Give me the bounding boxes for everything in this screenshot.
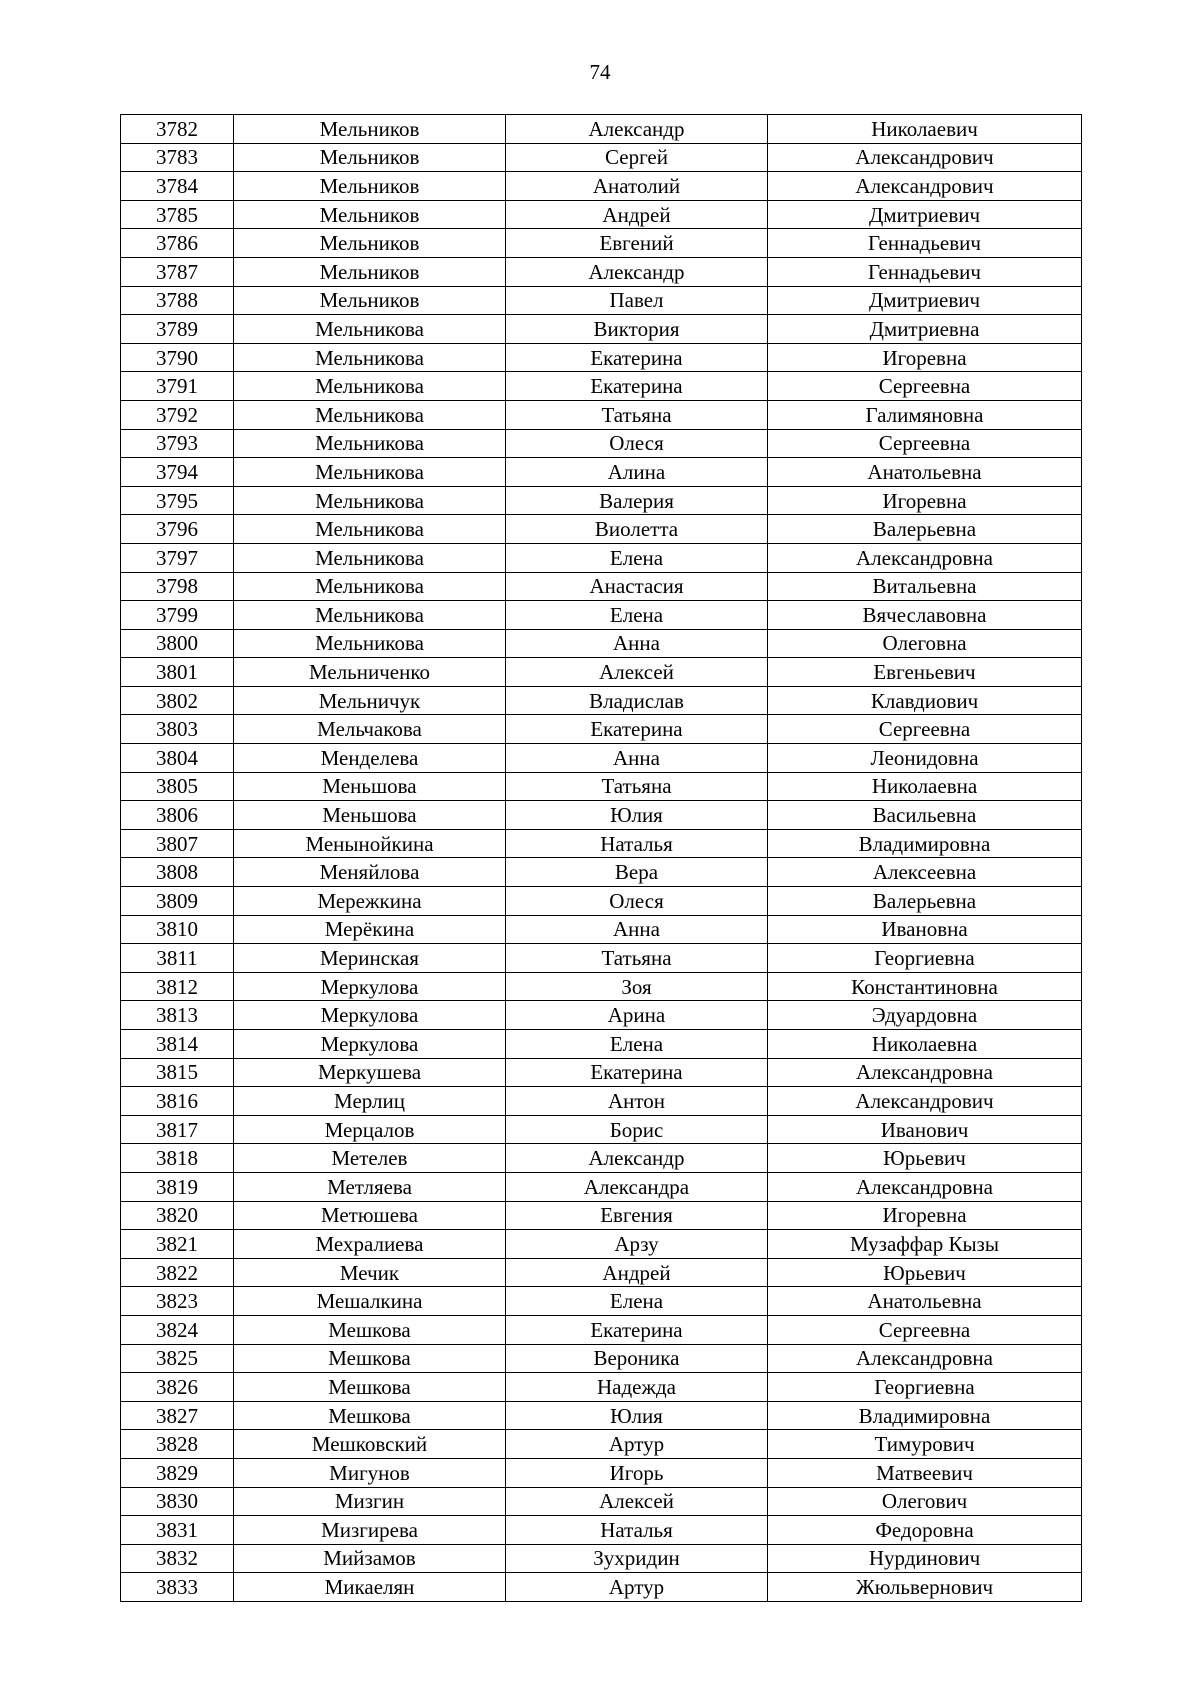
row-number-cell: 3793 — [121, 429, 234, 458]
table-row — [121, 1144, 1082, 1173]
first-name-cell: Екатерина — [506, 372, 768, 401]
row-number-cell: 3785 — [121, 200, 234, 229]
first-name-cell: Андрей — [506, 1258, 768, 1287]
table-row — [121, 200, 1082, 229]
first-name-cell: Татьяна — [506, 772, 768, 801]
patronymic-cell: Александрович — [768, 143, 1082, 172]
patronymic-cell: Юрьевич — [768, 1258, 1082, 1287]
first-name-cell: Евгений — [506, 229, 768, 258]
table-row — [121, 629, 1082, 658]
first-name-cell: Владислав — [506, 686, 768, 715]
patronymic-cell: Музаффар Кызы — [768, 1230, 1082, 1259]
row-number-cell: 3814 — [121, 1030, 234, 1059]
table-row — [121, 715, 1082, 744]
row-number-cell: 3782 — [121, 115, 234, 144]
first-name-cell: Алина — [506, 458, 768, 487]
table-row — [121, 458, 1082, 487]
patronymic-cell: Вячеславовна — [768, 601, 1082, 630]
first-name-cell: Алексей — [506, 1487, 768, 1516]
table-row — [121, 315, 1082, 344]
table-row — [121, 1258, 1082, 1287]
first-name-cell: Игорь — [506, 1458, 768, 1487]
patronymic-cell: Александровна — [768, 1058, 1082, 1087]
row-number-cell: 3825 — [121, 1344, 234, 1373]
table-row — [121, 887, 1082, 916]
table-row — [121, 1344, 1082, 1373]
first-name-cell: Павел — [506, 286, 768, 315]
row-number-cell: 3822 — [121, 1258, 234, 1287]
last-name-cell: Мерцалов — [234, 1115, 506, 1144]
row-number-cell: 3799 — [121, 601, 234, 630]
row-number-cell: 3802 — [121, 686, 234, 715]
first-name-cell: Анна — [506, 629, 768, 658]
last-name-cell: Мельникова — [234, 601, 506, 630]
patronymic-cell: Иванович — [768, 1115, 1082, 1144]
last-name-cell: Мешкова — [234, 1344, 506, 1373]
row-number-cell: 3833 — [121, 1573, 234, 1602]
row-number-cell: 3787 — [121, 257, 234, 286]
first-name-cell: Вероника — [506, 1344, 768, 1373]
last-name-cell: Мизгин — [234, 1487, 506, 1516]
patronymic-cell: Клавдиович — [768, 686, 1082, 715]
first-name-cell: Александр — [506, 115, 768, 144]
table-row — [121, 515, 1082, 544]
row-number-cell: 3819 — [121, 1172, 234, 1201]
patronymic-cell: Георгиевна — [768, 1373, 1082, 1402]
last-name-cell: Мельникова — [234, 629, 506, 658]
first-name-cell: Наталья — [506, 1516, 768, 1545]
table-row — [121, 1001, 1082, 1030]
last-name-cell: Мельников — [234, 229, 506, 258]
first-name-cell: Зоя — [506, 972, 768, 1001]
last-name-cell: Метюшева — [234, 1201, 506, 1230]
first-name-cell: Арина — [506, 1001, 768, 1030]
last-name-cell: Мельникова — [234, 515, 506, 544]
table-row — [121, 429, 1082, 458]
patronymic-cell: Константиновна — [768, 972, 1082, 1001]
row-number-cell: 3789 — [121, 315, 234, 344]
table-row — [121, 486, 1082, 515]
patronymic-cell: Олеговна — [768, 629, 1082, 658]
patronymic-cell: Николаевна — [768, 772, 1082, 801]
last-name-cell: Мельникова — [234, 572, 506, 601]
row-number-cell: 3801 — [121, 658, 234, 687]
last-name-cell: Мечик — [234, 1258, 506, 1287]
first-name-cell: Артур — [506, 1573, 768, 1602]
row-number-cell: 3811 — [121, 944, 234, 973]
row-number-cell: 3796 — [121, 515, 234, 544]
last-name-cell: Меркулова — [234, 1030, 506, 1059]
last-name-cell: Менделева — [234, 744, 506, 773]
first-name-cell: Елена — [506, 1030, 768, 1059]
first-name-cell: Надежда — [506, 1373, 768, 1402]
first-name-cell: Екатерина — [506, 1315, 768, 1344]
first-name-cell: Алексей — [506, 658, 768, 687]
table-row — [121, 686, 1082, 715]
first-name-cell: Виктория — [506, 315, 768, 344]
last-name-cell: Мельников — [234, 115, 506, 144]
table-row — [121, 1373, 1082, 1402]
table-row — [121, 658, 1082, 687]
first-name-cell: Екатерина — [506, 343, 768, 372]
first-name-cell: Татьяна — [506, 400, 768, 429]
table-row — [121, 400, 1082, 429]
first-name-cell: Валерия — [506, 486, 768, 515]
row-number-cell: 3794 — [121, 458, 234, 487]
row-number-cell: 3827 — [121, 1401, 234, 1430]
patronymic-cell: Дмитриевич — [768, 286, 1082, 315]
first-name-cell: Елена — [506, 543, 768, 572]
row-number-cell: 3830 — [121, 1487, 234, 1516]
roster-table-body — [121, 115, 1082, 1602]
last-name-cell: Мизгирева — [234, 1516, 506, 1545]
patronymic-cell: Николаевна — [768, 1030, 1082, 1059]
first-name-cell: Татьяна — [506, 944, 768, 973]
patronymic-cell: Васильевна — [768, 801, 1082, 830]
row-number-cell: 3804 — [121, 744, 234, 773]
row-number-cell: 3832 — [121, 1544, 234, 1573]
first-name-cell: Анатолий — [506, 172, 768, 201]
table-row — [121, 1201, 1082, 1230]
patronymic-cell: Игоревна — [768, 486, 1082, 515]
patronymic-cell: Анатольевна — [768, 458, 1082, 487]
table-row — [121, 744, 1082, 773]
first-name-cell: Евгения — [506, 1201, 768, 1230]
patronymic-cell: Олегович — [768, 1487, 1082, 1516]
last-name-cell: Мийзамов — [234, 1544, 506, 1573]
first-name-cell: Виолетта — [506, 515, 768, 544]
last-name-cell: Мережкина — [234, 887, 506, 916]
row-number-cell: 3812 — [121, 972, 234, 1001]
patronymic-cell: Юрьевич — [768, 1144, 1082, 1173]
patronymic-cell: Евгеньевич — [768, 658, 1082, 687]
row-number-cell: 3815 — [121, 1058, 234, 1087]
row-number-cell: 3817 — [121, 1115, 234, 1144]
patronymic-cell: Александровна — [768, 543, 1082, 572]
row-number-cell: 3797 — [121, 543, 234, 572]
table-row — [121, 229, 1082, 258]
first-name-cell: Анна — [506, 915, 768, 944]
first-name-cell: Арзу — [506, 1230, 768, 1259]
row-number-cell: 3809 — [121, 887, 234, 916]
first-name-cell: Анастасия — [506, 572, 768, 601]
patronymic-cell: Николаевич — [768, 115, 1082, 144]
first-name-cell: Олеся — [506, 429, 768, 458]
first-name-cell: Олеся — [506, 887, 768, 916]
table-row — [121, 572, 1082, 601]
patronymic-cell: Сергеевна — [768, 372, 1082, 401]
last-name-cell: Мельникова — [234, 315, 506, 344]
table-row — [121, 1458, 1082, 1487]
row-number-cell: 3831 — [121, 1516, 234, 1545]
patronymic-cell: Федоровна — [768, 1516, 1082, 1545]
patronymic-cell: Дмитриевич — [768, 200, 1082, 229]
row-number-cell: 3808 — [121, 858, 234, 887]
row-number-cell: 3791 — [121, 372, 234, 401]
first-name-cell: Александр — [506, 257, 768, 286]
table-row — [121, 1087, 1082, 1116]
patronymic-cell: Сергеевна — [768, 429, 1082, 458]
row-number-cell: 3792 — [121, 400, 234, 429]
last-name-cell: Мешкова — [234, 1401, 506, 1430]
patronymic-cell: Ивановна — [768, 915, 1082, 944]
patronymic-cell: Сергеевна — [768, 715, 1082, 744]
last-name-cell: Меркулова — [234, 972, 506, 1001]
last-name-cell: Мешкова — [234, 1315, 506, 1344]
patronymic-cell: Анатольевна — [768, 1287, 1082, 1316]
last-name-cell: Мельникова — [234, 372, 506, 401]
first-name-cell: Елена — [506, 601, 768, 630]
patronymic-cell: Владимировна — [768, 829, 1082, 858]
table-row — [121, 829, 1082, 858]
row-number-cell: 3828 — [121, 1430, 234, 1459]
row-number-cell: 3810 — [121, 915, 234, 944]
patronymic-cell: Витальевна — [768, 572, 1082, 601]
last-name-cell: Мельникова — [234, 429, 506, 458]
table-row — [121, 372, 1082, 401]
table-row — [121, 915, 1082, 944]
last-name-cell: Меринская — [234, 944, 506, 973]
patronymic-cell: Матвеевич — [768, 1458, 1082, 1487]
table-row — [121, 1487, 1082, 1516]
first-name-cell: Борис — [506, 1115, 768, 1144]
patronymic-cell: Александровна — [768, 1344, 1082, 1373]
row-number-cell: 3816 — [121, 1087, 234, 1116]
table-row — [121, 1030, 1082, 1059]
table-row — [121, 1058, 1082, 1087]
last-name-cell: Мельникова — [234, 400, 506, 429]
patronymic-cell: Владимировна — [768, 1401, 1082, 1430]
first-name-cell: Вера — [506, 858, 768, 887]
row-number-cell: 3829 — [121, 1458, 234, 1487]
table-row — [121, 1401, 1082, 1430]
table-row — [121, 1315, 1082, 1344]
patronymic-cell: Нурдинович — [768, 1544, 1082, 1573]
table-row — [121, 772, 1082, 801]
first-name-cell: Андрей — [506, 200, 768, 229]
last-name-cell: Метелев — [234, 1144, 506, 1173]
last-name-cell: Микаелян — [234, 1573, 506, 1602]
row-number-cell: 3803 — [121, 715, 234, 744]
first-name-cell: Антон — [506, 1087, 768, 1116]
row-number-cell: 3824 — [121, 1315, 234, 1344]
row-number-cell: 3784 — [121, 172, 234, 201]
last-name-cell: Мельников — [234, 143, 506, 172]
patronymic-cell: Алексеевна — [768, 858, 1082, 887]
row-number-cell: 3807 — [121, 829, 234, 858]
last-name-cell: Мигунов — [234, 1458, 506, 1487]
table-row — [121, 972, 1082, 1001]
patronymic-cell: Александрович — [768, 1087, 1082, 1116]
last-name-cell: Меркушева — [234, 1058, 506, 1087]
patronymic-cell: Эдуардовна — [768, 1001, 1082, 1030]
last-name-cell: Мельникова — [234, 486, 506, 515]
row-number-cell: 3820 — [121, 1201, 234, 1230]
table-row — [121, 1516, 1082, 1545]
table-row — [121, 944, 1082, 973]
last-name-cell: Меняйлова — [234, 858, 506, 887]
table-row — [121, 801, 1082, 830]
last-name-cell: Мельников — [234, 172, 506, 201]
first-name-cell: Екатерина — [506, 1058, 768, 1087]
row-number-cell: 3800 — [121, 629, 234, 658]
table-row — [121, 858, 1082, 887]
last-name-cell: Мешкова — [234, 1373, 506, 1402]
first-name-cell: Екатерина — [506, 715, 768, 744]
patronymic-cell: Георгиевна — [768, 944, 1082, 973]
row-number-cell: 3786 — [121, 229, 234, 258]
table-row — [121, 1573, 1082, 1602]
first-name-cell: Анна — [506, 744, 768, 773]
first-name-cell: Зухридин — [506, 1544, 768, 1573]
table-row — [121, 115, 1082, 144]
last-name-cell: Мельничук — [234, 686, 506, 715]
patronymic-cell: Валерьевна — [768, 515, 1082, 544]
row-number-cell: 3823 — [121, 1287, 234, 1316]
last-name-cell: Мешалкина — [234, 1287, 506, 1316]
table-row — [121, 1430, 1082, 1459]
last-name-cell: Мельникова — [234, 458, 506, 487]
last-name-cell: Мельников — [234, 200, 506, 229]
last-name-cell: Мерлиц — [234, 1087, 506, 1116]
first-name-cell: Александр — [506, 1144, 768, 1173]
patronymic-cell: Александровна — [768, 1172, 1082, 1201]
table-row — [121, 543, 1082, 572]
last-name-cell: Мешковский — [234, 1430, 506, 1459]
patronymic-cell: Дмитриевна — [768, 315, 1082, 344]
last-name-cell: Мельникова — [234, 343, 506, 372]
row-number-cell: 3821 — [121, 1230, 234, 1259]
patronymic-cell: Александрович — [768, 172, 1082, 201]
first-name-cell: Елена — [506, 1287, 768, 1316]
patronymic-cell: Валерьевна — [768, 887, 1082, 916]
table-row — [121, 257, 1082, 286]
table-row — [121, 1230, 1082, 1259]
last-name-cell: Мельникова — [234, 543, 506, 572]
last-name-cell: Мерёкина — [234, 915, 506, 944]
last-name-cell: Меньшова — [234, 801, 506, 830]
table-row — [121, 601, 1082, 630]
patronymic-cell: Геннадьевич — [768, 257, 1082, 286]
table-row — [121, 1172, 1082, 1201]
row-number-cell: 3818 — [121, 1144, 234, 1173]
last-name-cell: Метляева — [234, 1172, 506, 1201]
first-name-cell: Наталья — [506, 829, 768, 858]
first-name-cell: Артур — [506, 1430, 768, 1459]
patronymic-cell: Тимурович — [768, 1430, 1082, 1459]
last-name-cell: Менынойкина — [234, 829, 506, 858]
row-number-cell: 3805 — [121, 772, 234, 801]
patronymic-cell: Леонидовна — [768, 744, 1082, 773]
last-name-cell: Мельников — [234, 257, 506, 286]
row-number-cell: 3795 — [121, 486, 234, 515]
last-name-cell: Мельчакова — [234, 715, 506, 744]
roster-table — [120, 114, 1082, 1602]
table-row — [121, 172, 1082, 201]
patronymic-cell: Игоревна — [768, 343, 1082, 372]
row-number-cell: 3798 — [121, 572, 234, 601]
patronymic-cell: Геннадьевич — [768, 229, 1082, 258]
first-name-cell: Александра — [506, 1172, 768, 1201]
table-row — [121, 143, 1082, 172]
patronymic-cell: Галимяновна — [768, 400, 1082, 429]
row-number-cell: 3783 — [121, 143, 234, 172]
row-number-cell: 3806 — [121, 801, 234, 830]
page-number: 74 — [589, 60, 611, 84]
table-row — [121, 1287, 1082, 1316]
patronymic-cell: Жюльвернович — [768, 1573, 1082, 1602]
row-number-cell: 3813 — [121, 1001, 234, 1030]
last-name-cell: Меньшова — [234, 772, 506, 801]
first-name-cell: Сергей — [506, 143, 768, 172]
last-name-cell: Мельников — [234, 286, 506, 315]
patronymic-cell: Игоревна — [768, 1201, 1082, 1230]
table-row — [121, 343, 1082, 372]
row-number-cell: 3788 — [121, 286, 234, 315]
table-row — [121, 1544, 1082, 1573]
row-number-cell: 3826 — [121, 1373, 234, 1402]
patronymic-cell: Сергеевна — [768, 1315, 1082, 1344]
last-name-cell: Мельниченко — [234, 658, 506, 687]
last-name-cell: Меркулова — [234, 1001, 506, 1030]
last-name-cell: Мехралиева — [234, 1230, 506, 1259]
row-number-cell: 3790 — [121, 343, 234, 372]
table-row — [121, 286, 1082, 315]
first-name-cell: Юлия — [506, 801, 768, 830]
table-row — [121, 1115, 1082, 1144]
first-name-cell: Юлия — [506, 1401, 768, 1430]
